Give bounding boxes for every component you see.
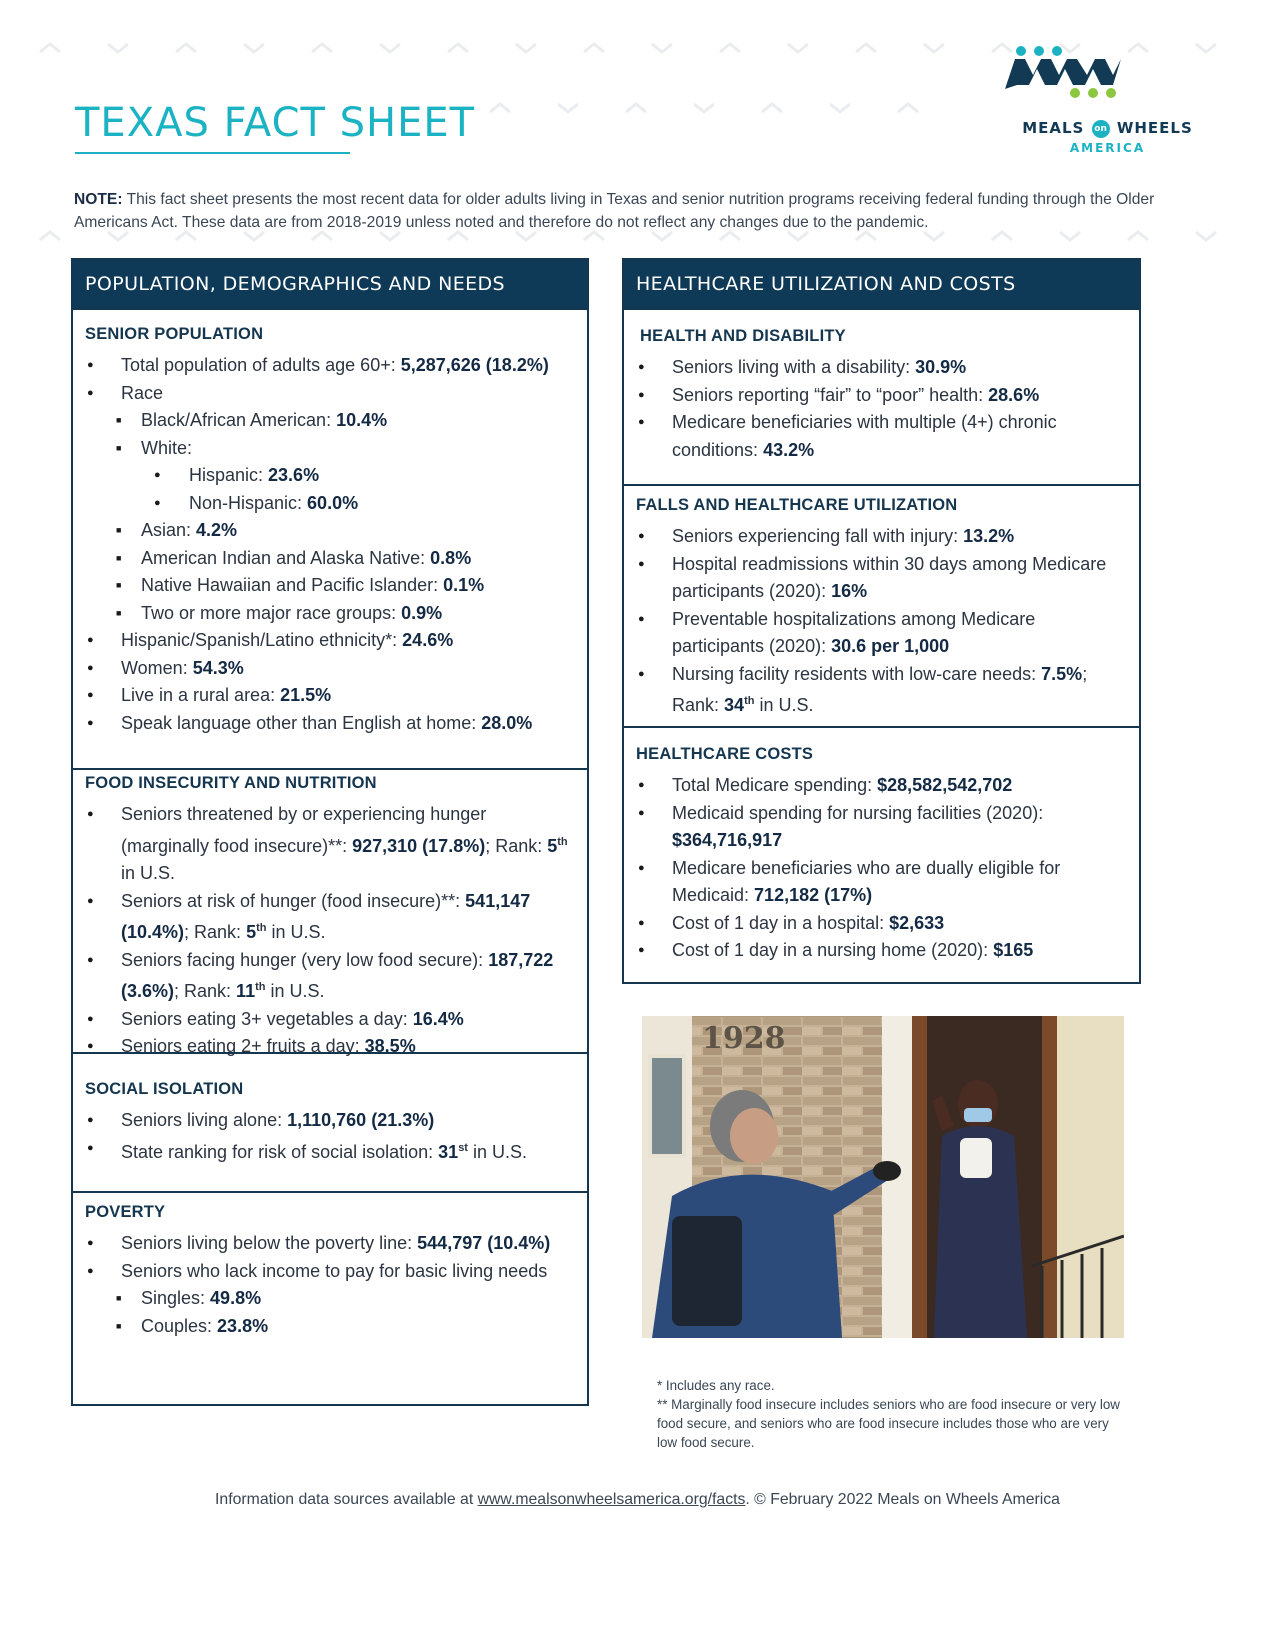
list-item: ■ Two or more major race groups: 0.9% bbox=[85, 600, 575, 628]
panel-healthcare bbox=[622, 258, 1141, 984]
list-item: ● Non-Hispanic: 60.0% bbox=[85, 490, 575, 518]
race-list-continued bbox=[85, 517, 575, 627]
list-item: ● Hospital readmissions within 30 days among Medicare participants (2020): 16% bbox=[636, 551, 1127, 606]
logo-subtitle: AMERICA bbox=[1069, 141, 1146, 155]
list-item: ● Seniors living alone: 1,110,760 (21.3%) bbox=[85, 1107, 575, 1135]
section-healthcare-costs bbox=[624, 726, 1139, 965]
note-label: NOTE: bbox=[74, 191, 123, 208]
list-item: ● Race bbox=[85, 380, 575, 408]
section-social-isolation bbox=[73, 1052, 587, 1191]
list-item: ● Seniors eating 3+ vegetables a day: 16.4% bbox=[85, 1006, 575, 1034]
footnote-2: ** Marginally food insecure includes seniors who are food insecure or very low food secure, and seniors who are food insecure includes those who are very low food secure. bbox=[657, 1397, 1120, 1450]
list-item: ● Seniors who lack income to pay for basic living needs bbox=[85, 1258, 575, 1286]
people-logo-icon bbox=[1005, 45, 1205, 155]
panel-population-title: POPULATION, DEMOGRAPHICS AND NEEDS bbox=[73, 260, 587, 308]
list-item: ■ Black/African American: 10.4% bbox=[85, 407, 575, 435]
list-item: ● Speak language other than English at home: 28.0% bbox=[85, 710, 575, 738]
list-item: ● Medicaid spending for nursing facilities (2020): $364,716,917 bbox=[636, 800, 1127, 855]
section-food-insecurity bbox=[73, 768, 587, 1056]
page-title: TEXAS FACT SHEET bbox=[75, 100, 476, 146]
list-item: ● Medicare beneficiaries who are dually eligible for Medicaid: 712,182 (17%) bbox=[636, 855, 1127, 910]
section-heading: FALLS AND HEALTHCARE UTILIZATION bbox=[636, 496, 958, 514]
section-heading: SENIOR POPULATION bbox=[85, 325, 264, 343]
section-heading: SOCIAL ISOLATION bbox=[85, 1080, 244, 1098]
race-list bbox=[85, 407, 575, 462]
white-sub-list bbox=[85, 462, 575, 517]
title-underline bbox=[75, 152, 350, 154]
bullet-list bbox=[85, 352, 575, 407]
house-number: 1928 bbox=[702, 1021, 786, 1056]
logo-wordmark: MEALS on WHEELS bbox=[1022, 119, 1193, 137]
panel-population bbox=[71, 258, 589, 1406]
list-item: ■ White: bbox=[85, 435, 575, 463]
list-item: ● Preventable hospitalizations among Medicare participants (2020): 30.6 per 1,000 bbox=[636, 606, 1127, 661]
list-item: ● Nursing facility residents with low-care needs: 7.5%; Rank: 34th in U.S. bbox=[636, 661, 1127, 720]
list-item: ● Live in a rural area: 21.5% bbox=[85, 682, 575, 710]
note-text: This fact sheet presents the most recent data for older adults living in Texas and senior nutrition programs receiving federal funding through the Older Americans Act. These data are from 2018-2019 unless noted and therefore do not reflect any changes due to the pandemic. bbox=[74, 191, 1155, 231]
list-item: ■ Couples: 23.8% bbox=[85, 1313, 575, 1341]
meal-delivery-photo bbox=[642, 1016, 1124, 1338]
section-falls-utilization bbox=[624, 484, 1139, 726]
note-paragraph bbox=[74, 188, 1204, 234]
footnote-1: * Includes any race. bbox=[657, 1378, 775, 1393]
bullet-list bbox=[85, 1230, 575, 1285]
section-heading: POVERTY bbox=[85, 1203, 166, 1221]
footnotes bbox=[657, 1376, 1127, 1452]
list-item: ● Seniors experiencing fall with injury: 13.2% bbox=[636, 523, 1127, 551]
list-item: ● Medicare beneficiaries with multiple (4+) chronic conditions: 43.2% bbox=[636, 409, 1127, 464]
poverty-sub-list bbox=[85, 1285, 575, 1340]
bullet-list bbox=[85, 1107, 575, 1166]
list-item: ■ Native Hawaiian and Pacific Islander: 0.1% bbox=[85, 572, 575, 600]
list-item: ■ Asian: 4.2% bbox=[85, 517, 575, 545]
list-item: ● Hispanic: 23.6% bbox=[85, 462, 575, 490]
list-item: ■ American Indian and Alaska Native: 0.8% bbox=[85, 545, 575, 573]
list-item: ● Seniors eating 2+ fruits a day: 38.5% bbox=[85, 1033, 575, 1061]
list-item: ● State ranking for risk of social isolation: 31st in U.S. bbox=[85, 1135, 575, 1167]
list-item: ● Cost of 1 day in a hospital: $2,633 bbox=[636, 910, 1127, 938]
page-footer: Information data sources available at www.mealsonwheelsamerica.org/facts. © February 2022 Meals on Wheels America bbox=[215, 1491, 1060, 1508]
list-item: ● Women: 54.3% bbox=[85, 655, 575, 683]
list-item: ● Cost of 1 day in a nursing home (2020): $165 bbox=[636, 937, 1127, 965]
sources-link[interactable]: www.mealsonwheelsamerica.org/facts bbox=[477, 1491, 746, 1508]
bullet-list bbox=[85, 801, 575, 1061]
panel-healthcare-title: HEALTHCARE UTILIZATION AND COSTS bbox=[624, 260, 1139, 308]
list-item: ● Seniors reporting “fair” to “poor” health: 28.6% bbox=[636, 382, 1127, 410]
list-item: ● Hispanic/Spanish/Latino ethnicity*: 24.6% bbox=[85, 627, 575, 655]
section-poverty bbox=[73, 1191, 587, 1340]
section-heading: HEALTH AND DISABILITY bbox=[640, 327, 846, 345]
section-heading: HEALTHCARE COSTS bbox=[636, 745, 814, 763]
section-health-disability bbox=[624, 308, 1139, 484]
bullet-list bbox=[85, 627, 575, 737]
bullet-list bbox=[636, 772, 1127, 965]
list-item: ● Seniors living below the poverty line: 544,797 (10.4%) bbox=[85, 1230, 575, 1258]
list-item: ● Total Medicare spending: $28,582,542,702 bbox=[636, 772, 1127, 800]
bullet-list bbox=[636, 354, 1127, 464]
list-item: ● Seniors at risk of hunger (food insecure)**: 541,147 (10.4%); Rank: 5th in U.S. bbox=[85, 888, 575, 947]
section-senior-population bbox=[73, 308, 587, 768]
list-item: ■ Singles: 49.8% bbox=[85, 1285, 575, 1313]
section-heading: FOOD INSECURITY AND NUTRITION bbox=[85, 774, 377, 792]
list-item: ● Seniors threatened by or experiencing hunger (marginally food insecure)**: 927,310 (17.8%); Rank: 5th in U.S. bbox=[85, 801, 575, 888]
list-item: ● Total population of adults age 60+: 5,287,626 (18.2%) bbox=[85, 352, 575, 380]
list-item: ● Seniors facing hunger (very low food secure): 187,722 (3.6%); Rank: 11th in U.S. bbox=[85, 947, 575, 1006]
bullet-list bbox=[636, 523, 1127, 720]
list-item: ● Seniors living with a disability: 30.9% bbox=[636, 354, 1127, 382]
